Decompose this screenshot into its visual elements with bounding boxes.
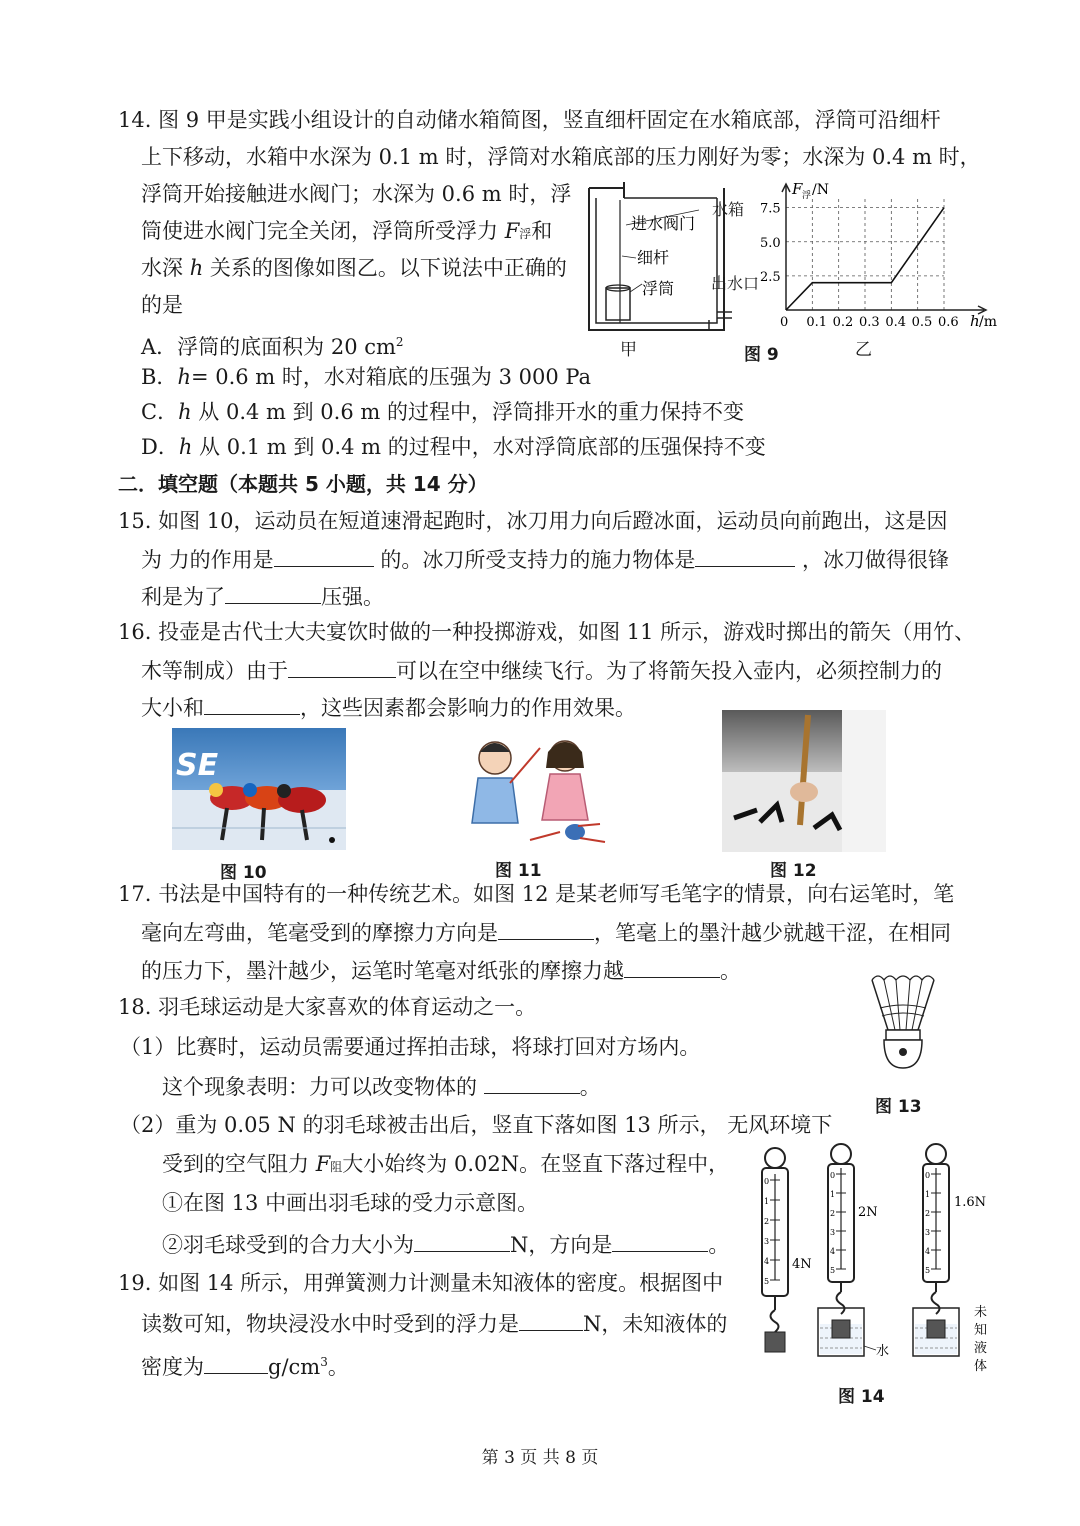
scale-1-tick-label-3: 3 (764, 1237, 770, 1246)
fig9-yi-label: 乙 (855, 340, 872, 360)
q14-option-b-pre: B． (141, 365, 178, 389)
chart-y-tick-1: 5.0 (760, 235, 781, 251)
chart-x-tick-3: 0.3 (859, 315, 880, 330)
q14-h: h (189, 256, 204, 280)
scale-1-tick-label-0: 0 (764, 1177, 770, 1186)
q18-line1: 18. 羽毛球运动是大家喜欢的体育运动之一。 (118, 995, 537, 1019)
q18-part2b (162, 1150, 729, 1181)
q15-blank-2[interactable] (695, 544, 795, 567)
q19-line2a: 读数可知，物块浸没水中时受到的浮力是 (141, 1312, 519, 1336)
scale-2-tick-label-2: 2 (830, 1209, 836, 1218)
q15-line2b: 的。冰刀所受支持力的施力物体是 (373, 548, 696, 572)
q14-option-b-text: = 0.6 m 时，水对箱底的压强为 3 000 Pa (190, 365, 592, 389)
fig9-float-label: 浮筒 (642, 279, 675, 298)
q16-line2b: 可以在空中继续飞行。为了将箭矢投入壶内，必须控制力的 (396, 659, 942, 683)
scale-1-tick-label-1: 1 (764, 1197, 770, 1206)
q18-part1b-b: 。 (579, 1075, 601, 1099)
scale-3-tick-label-5: 5 (925, 1266, 931, 1275)
scale-1-tick-label-5: 5 (764, 1277, 770, 1286)
scale-1 (762, 1148, 812, 1352)
q15-line2a: 为 力的作用是 (141, 548, 274, 572)
q18-part1b (162, 1071, 601, 1101)
scale-2-tick-label-5: 5 (830, 1266, 836, 1275)
q15-line1: 15. 如图 10，运动员在短道速滑起跑时，冰刀用力向后蹬冰面，运动员向前跑出，这是因 (118, 509, 948, 533)
fig10-skating-photo (172, 728, 346, 850)
fig9-jia-label: 甲 (620, 340, 637, 360)
q14-line1: 14. 图 9 甲是实践小组设计的自动储水箱简图，竖直细杆固定在水箱底部，浮筒可沿细杆 (118, 108, 941, 132)
scale-2-reading: 2N (858, 1205, 878, 1220)
q16-line3b: ，这些因素都会影响力的作用效果。 (300, 696, 636, 720)
q18-part1: （1）比赛时，运动员需要通过挥拍击球，将球打回对方场内。 (120, 1035, 701, 1059)
q16-blank-1[interactable] (288, 655, 396, 678)
q16-line3 (141, 692, 636, 722)
chart-x-tick-1: 0.1 (806, 315, 828, 330)
q18-sub2-c: 。 (708, 1233, 730, 1257)
section-2-title: 二．填空题（本题共 5 小题，共 14 分） (118, 472, 488, 496)
q14-line4a: 筒使进水阀门完全关闭，浮筒所受浮力 (141, 219, 505, 243)
q14-option-d-pre: D． (141, 435, 179, 459)
fig9-valve-label: 进水阀门 (631, 214, 696, 233)
q15-line3a: 利是为了 (141, 585, 225, 609)
q14-option-a-text: A．浮筒的底面积为 20 cm (141, 335, 396, 359)
q18-F: F (315, 1152, 331, 1176)
q18-blank-1[interactable] (484, 1071, 580, 1094)
chart-x-tick-6: 0.6 (938, 315, 959, 330)
liquid-label-3: 液 (974, 1341, 988, 1356)
fig9-rod-label: 细杆 (637, 248, 670, 267)
q17-line2a: 毫向左弯曲，笔毫受到的摩擦力方向是 (141, 921, 498, 945)
q15-line3 (141, 581, 384, 611)
fig12-caption: 图 12 (770, 861, 817, 881)
chart-xlabel-unit: /m (979, 314, 997, 330)
scale-3-tick-label-2: 2 (925, 1209, 931, 1218)
q17-line2 (141, 917, 951, 947)
fig13-shuttlecock (868, 968, 938, 1086)
q17-line3 (141, 955, 741, 985)
q19-blank-1[interactable] (519, 1308, 583, 1331)
q17-line1: 17. 书法是中国特有的一种传统艺术。如图 12 是某老师写毛笔字的情景，向右运笔时，笔 (118, 882, 955, 906)
q15-blank-1[interactable] (274, 544, 374, 567)
fig14-caption: 图 14 (838, 1387, 885, 1407)
chart-ylabel-f: F (792, 180, 803, 198)
q14-option-d-h: h (178, 435, 193, 459)
q19-line2b: N，未知液体的 (583, 1312, 728, 1336)
fig11-caption: 图 11 (495, 861, 542, 881)
q16-line2a: 木等制成）由于 (141, 659, 288, 683)
q14-line5a: 水深 (141, 256, 190, 280)
q18-blank-3[interactable] (612, 1229, 708, 1252)
q18-part2b-a: 受到的空气阻力 (162, 1152, 316, 1176)
chart-x-tick-5: 0.5 (911, 315, 933, 330)
q14-option-a (141, 328, 404, 361)
scale-2-tick-label-1: 1 (830, 1190, 836, 1199)
fig9-caption: 图 9 (744, 345, 779, 365)
liquid-label-2: 知 (974, 1323, 988, 1338)
q14-line4b: 和 (531, 219, 553, 243)
fig11-touhu-illustration (460, 728, 610, 850)
chart-grid (786, 198, 944, 310)
q17-line3b: 。 (720, 959, 741, 983)
scale-3-tick-label-4: 4 (925, 1247, 931, 1256)
scale-3-tick-label-1: 1 (925, 1190, 931, 1199)
scale-2-tick-label-0: 0 (830, 1171, 836, 1180)
scale-3-reading: 1.6N (954, 1195, 987, 1210)
q19-line3 (141, 1348, 349, 1381)
chart-y-tick-2: 7.5 (760, 201, 781, 217)
q18-part2b-b: 大小始终为 0.02N。在竖直下落过程中， (342, 1152, 730, 1176)
chart-x-tick-2: 0.2 (832, 315, 854, 330)
scale-2-tick-label-4: 4 (830, 1247, 836, 1256)
scale-2 (818, 1144, 889, 1359)
q16-blank-2[interactable] (204, 692, 300, 715)
q18-sub2-b: N，方向是 (510, 1233, 613, 1257)
scale-3-tick-label-0: 0 (925, 1171, 931, 1180)
q16-line1: 16. 投壶是古代士大夫宴饮时做的一种投掷游戏，如图 11 所示，游戏时掷出的箭矢（用竹、 (118, 620, 976, 644)
fig9-tank-label: 水箱 (712, 200, 745, 219)
q17-blank-2[interactable] (624, 955, 720, 978)
chart-ylabel-unit: /N (812, 182, 829, 198)
liquid-label-4: 体 (974, 1359, 988, 1374)
scale-3-tick-label-3: 3 (925, 1228, 931, 1237)
fig12-calligraphy-photo (722, 710, 886, 852)
q14-option-a-sup: 2 (395, 335, 404, 349)
q14-F: F (504, 219, 520, 243)
chart-x-tick-0: 0 (780, 315, 789, 330)
chart-x-tick-4: 0.4 (885, 315, 907, 330)
q14-option-c (141, 398, 744, 426)
q19-line3-sup: 3 (320, 1355, 328, 1369)
q17-blank-1[interactable] (498, 917, 594, 940)
q14-option-d-text: 从 0.1 m 到 0.4 m 的过程中，水对浮筒底部的压强保持不变 (192, 435, 766, 459)
q19-line3b: g/cm (268, 1355, 321, 1379)
fig9-chart (760, 178, 1010, 338)
q16-line2 (141, 655, 942, 685)
q18-zu-sub: 阻 (330, 1160, 343, 1174)
chart-ylabel-sub: 浮 (802, 191, 812, 201)
q14-option-d (141, 433, 766, 461)
q15-blank-3[interactable] (225, 581, 321, 604)
scale-1-tick-label-2: 2 (764, 1217, 770, 1226)
q19-line3c: 。 (327, 1355, 349, 1379)
q14-option-c-pre: C． (141, 400, 179, 424)
q14-option-b (141, 363, 591, 391)
scale-3 (913, 1144, 987, 1374)
q19-line3a: 密度为 (141, 1355, 204, 1379)
q15-line3b: 压强。 (321, 585, 384, 609)
chart-xlabel-h: h (970, 312, 980, 330)
q14-line5b: 关系的图像如图乙。以下说法中正确的 (203, 256, 567, 280)
fig10-caption: 图 10 (220, 863, 267, 883)
scale-1-reading: 4N (792, 1257, 812, 1272)
q14-option-c-h: h (178, 400, 192, 424)
liquid-label-1: 未 (974, 1305, 988, 1320)
q18-part1b-a: 这个现象表明：力可以改变物体的 (162, 1075, 484, 1099)
q19-line2 (141, 1308, 727, 1338)
q14-line4 (141, 217, 552, 248)
q14-option-c-text: 从 0.4 m 到 0.6 m 的过程中，浮筒排开水的重力保持不变 (191, 400, 744, 424)
q14-line2: 上下移动，水箱中水深为 0.1 m 时，浮筒对水箱底部的压力刚好为零；水深为 0.4 m 时， (141, 145, 981, 169)
q17-line3a: 的压力下，墨汁越少，运笔时笔毫对纸张的摩擦力越 (141, 959, 624, 983)
q19-line1: 19. 如图 14 所示，用弹簧测力计测量未知液体的密度。根据图中 (118, 1271, 724, 1295)
q18-sub2 (162, 1229, 729, 1259)
q14-line5 (141, 254, 567, 282)
chart-y-tick-0: 2.5 (760, 269, 781, 285)
q15-line2c: ，冰刀做得很锋 (795, 548, 950, 572)
q14-line3: 浮筒开始接触进水阀门；水深为 0.6 m 时，浮 (141, 182, 572, 206)
scale-2-water-label: 水 (876, 1344, 890, 1359)
fig10-banner-text: SE (176, 748, 219, 783)
q18-sub2-a: ②羽毛球受到的合力大小为 (162, 1233, 414, 1257)
page-footer: 第 3 页 共 8 页 (481, 1448, 599, 1468)
scale-2-tick-label-3: 3 (830, 1228, 836, 1237)
scale-1-tick-label-4: 4 (764, 1257, 770, 1266)
fig14-spring-scales (748, 1140, 998, 1380)
fig13-caption: 图 13 (875, 1097, 922, 1117)
q16-line3a: 大小和 (141, 696, 204, 720)
fig9-outlet-label: 出水口 (711, 274, 760, 293)
q19-blank-2[interactable] (204, 1351, 268, 1374)
q15-line2 (141, 544, 949, 574)
q17-line2b: ，笔毫上的墨汁越少就越干涩，在相同 (594, 921, 951, 945)
q18-blank-2[interactable] (414, 1229, 510, 1252)
q18-part2: （2）重为 0.05 N 的羽毛球被击出后，竖直下落如图 13 所示， 无风环境下 (120, 1113, 833, 1137)
q14-option-b-h: h (177, 365, 191, 389)
q14-line6: 的是 (141, 293, 183, 317)
q14-fu-sub: 浮 (519, 227, 532, 241)
q18-sub1: ①在图 13 中画出羽毛球的受力示意图。 (162, 1191, 539, 1215)
